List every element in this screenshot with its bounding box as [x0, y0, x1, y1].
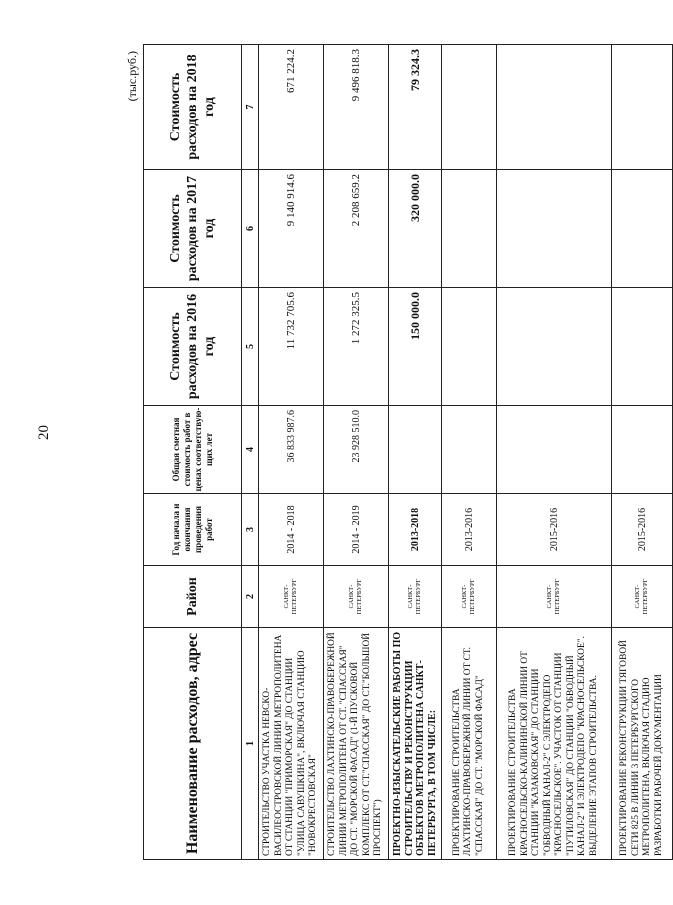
row-name: ПРОЕКТИРОВАНИЕ СТРОИТЕЛЬСТВА КРАСНОСЕЛЬСКО-КАЛИНИНСКОЙ ЛИНИИ ОТ СТАНЦИИ "КАЗАКОВСКАЯ" ДО СТАНЦИИ "ОБВОДНЫЙ КАНАЛ-2" С ЭЛЕКТРОДЕПО "КРАСНОСЕЛЬСКОЕ". УЧАСТОК ОТ СТАНЦИИ "ПУТИЛОВСКАЯ" ДО СТАНЦИИ "ОБВОДНЫЙ КАНАЛ-2" И ЭЛЕКТРОДЕПО "КРАСНОСЕЛЬСКОЕ". ВЫДЕЛЕНИЕ ЭТАПОВ СТРОИТЕЛЬСТВА. [497, 628, 612, 860]
row-cost-2016 [497, 288, 612, 406]
table-row [612, 45, 673, 860]
row-cost-2016: 1 272 325.5 [324, 288, 389, 406]
row-years: 2015-2016 [497, 494, 612, 566]
row-cost-2016 [612, 288, 673, 406]
index-cell: 1 [242, 628, 259, 860]
row-cost-2017 [612, 170, 673, 288]
units-label: (тыс.руб.) [125, 51, 139, 102]
header-row [144, 45, 242, 860]
row-cost-2018: 9 496 818.3 [324, 45, 389, 170]
header-cost-2017: Стоимость расходов на 2017 год [144, 170, 242, 288]
row-years: 2013-2016 [442, 494, 497, 566]
index-cell: 2 [242, 566, 259, 628]
row-estimate [612, 406, 673, 494]
row-cost-2017: 9 140 914.6 [259, 170, 324, 288]
table-row [389, 45, 442, 860]
row-cost-2016: 11 732 705.6 [259, 288, 324, 406]
row-cost-2018 [497, 45, 612, 170]
row-estimate [497, 406, 612, 494]
row-name: ПРОЕКТНО-ИЗЫСКАТЕЛЬСКИЕ РАБОТЫ ПО СТРОИТЕЛЬСТВУ И РЕКОНСТРУКЦИИ ОБЪЕКТОВ МЕТРОПОЛИТЕНА САНКТ-ПЕТЕРБУРГА, В ТОМ ЧИСЛЕ: [389, 628, 442, 860]
row-cost-2018: 79 324.3 [389, 45, 442, 170]
rotated-table-area [125, 45, 664, 860]
table-row [324, 45, 389, 860]
row-name: СТРОИТЕЛЬСТВО УЧАСТКА НЕВСКО-ВАСИЛЕОСТРОВСКОЙ ЛИНИИ МЕТРОПОЛИТЕНА ОТ СТАНЦИИ "ПРИМОРСКАЯ" ДО СТАНЦИИ "УЛИЦА САВУШКИНА", ВКЛЮЧАЯ СТАНЦИЮ "НОВОКРЕСТОВСКАЯ" [259, 628, 324, 860]
row-cost-2017: 320 000.0 [389, 170, 442, 288]
row-estimate [389, 406, 442, 494]
row-cost-2017: 2 208 659.2 [324, 170, 389, 288]
header-cost-2016: Стоимость расходов на 2016 год [144, 288, 242, 406]
index-cell: 5 [242, 288, 259, 406]
row-cost-2017 [442, 170, 497, 288]
index-cell: 4 [242, 406, 259, 494]
row-years: 2015-2016 [612, 494, 673, 566]
header-name: Наименование расходов, адрес [144, 628, 242, 860]
row-region: САНКТ-ПЕТЕРБУРГ [497, 566, 612, 628]
index-cell: 7 [242, 45, 259, 170]
row-cost-2018 [612, 45, 673, 170]
row-years: 2014 - 2018 [259, 494, 324, 566]
row-years: 2014 - 2019 [324, 494, 389, 566]
index-row [242, 45, 259, 860]
row-name: ПРОЕКТИРОВАНИЕ РЕКОНСТРУКЦИИ ТЯГОВОЙ СЕТИ 825 В ЛИНИИ 3 ПЕТЕРБУРГСКОГО МЕТРОПОЛИТЕНА, ВКЛЮЧАЯ СТАДИЮ РАЗРАБОТКИ РАБОЧЕЙ ДОКУМЕНТАЦИИ [612, 628, 673, 860]
row-region: САНКТ-ПЕТЕРБУРГ [259, 566, 324, 628]
row-years: 2013-2018 [389, 494, 442, 566]
index-cell: 3 [242, 494, 259, 566]
row-estimate: 36 833 987.6 [259, 406, 324, 494]
row-cost-2018: 671 224.2 [259, 45, 324, 170]
row-estimate: 23 928 510.0 [324, 406, 389, 494]
row-region: САНКТ-ПЕТЕРБУРГ [389, 566, 442, 628]
row-cost-2016 [442, 288, 497, 406]
table-row [497, 45, 612, 860]
header-region: Район [144, 566, 242, 628]
row-region: САНКТ-ПЕТЕРБУРГ [324, 566, 389, 628]
table-row [442, 45, 497, 860]
row-cost-2016: 150 000.0 [389, 288, 442, 406]
header-years: Год начала и окончания проведения работ [144, 494, 242, 566]
header-estimate: Общая сметная стоимость работ в ценах соответствую-щих лет [144, 406, 242, 494]
row-name: СТРОИТЕЛЬСТВО ЛАХТИНСКО-ПРАВОБЕРЕЖНОЙ ЛИНИИ МЕТРОПОЛИТЕНА ОТ СТ. "СПАССКАЯ" ДО СТ. "МОРСКОЙ ФАСАД" (1-Й ПУСКОВОЙ КОМПЛЕКС ОТ СТ."СПАССКАЯ" ДО СТ."БОЛЬШОЙ ПРОСПЕКТ") [324, 628, 389, 860]
index-cell: 6 [242, 170, 259, 288]
row-name: ПРОЕКТИРОВАНИЕ СТРОИТЕЛЬСТВА ЛАХТИНСКО-ПРАВОБЕРЕЖНОЙ ЛИНИИ ОТ СТ. "СПАССКАЯ" ДО СТ. "МОРСКОЙ ФАСАД" [442, 628, 497, 860]
header-cost-2018: Стоимость расходов на 2018 год [144, 45, 242, 170]
row-region: САНКТ-ПЕТЕРБУРГ [612, 566, 673, 628]
row-cost-2017 [497, 170, 612, 288]
row-estimate [442, 406, 497, 494]
row-cost-2018 [442, 45, 497, 170]
table-row [259, 45, 324, 860]
row-region: САНКТ-ПЕТЕРБУРГ [442, 566, 497, 628]
page-number: 20 [36, 425, 52, 440]
expenses-table [143, 44, 673, 860]
